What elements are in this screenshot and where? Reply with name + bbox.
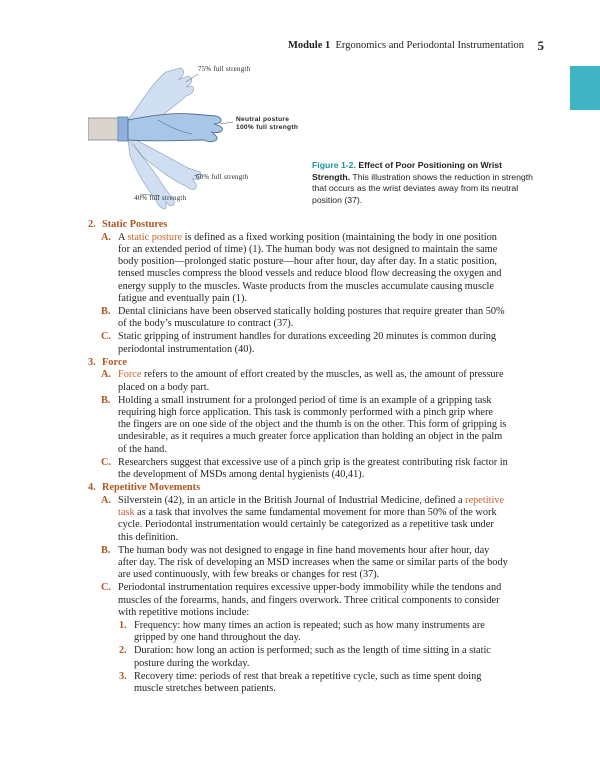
outline-item: A. Force refers to the amount of effort created by the muscles, as well as, the amount of pressure placed on a body part.: [101, 369, 504, 393]
key-term: repetitive task: [118, 494, 505, 519]
label-75-percent: 75% full strength: [198, 66, 251, 73]
module-title: [288, 40, 524, 51]
key-term: static posture: [127, 231, 183, 243]
section-heading: 3. Force: [88, 356, 127, 368]
caption-text: This illustration shows the reduction in strength that occurs as the wrist deviates away from its neutral position (37).: [312, 171, 534, 205]
outline-subitem: 2. Duration: how long an action is performed; such as the length of time sitting in a static posture during the workday.: [119, 645, 491, 669]
outline-subitem: 1. Frequency: how many times an action is repeated; such as how many instruments are gripped by one hand throughout the day.: [119, 620, 485, 644]
caption-label: Figure 1-2.: [312, 160, 356, 170]
outline-item: C. Researchers suggest that excessive use of a pinch grip is the greatest contributing risk factor in the development of MSDs among dental hygienists (40,41).: [101, 456, 508, 481]
chapter-side-tab: [570, 66, 600, 110]
hand-neutral: [128, 113, 222, 141]
module-subject: Ergonomics and Periodontal Instrumentation: [335, 40, 524, 51]
forearm-sleeve: [88, 118, 122, 140]
caption-title: Effect of Poor Positioning on Wrist Strength.: [312, 160, 503, 182]
section-heading: 2. Static Postures: [88, 219, 168, 230]
running-header: [0, 38, 600, 58]
leader-line-neutral: [220, 122, 233, 124]
label-40-percent: 40% full strength: [134, 195, 187, 202]
section-repetitive-movements: [88, 482, 508, 695]
wrist-strength-figure: [88, 60, 348, 210]
page-number: 5: [537, 38, 544, 53]
outline-subitem: 3. Recovery time: periods of rest that break a repetitive cycle, such as time spent doing muscle stretches between patients.: [119, 670, 482, 695]
outline-item: B. Holding a small instrument for a prolonged period of time is an example of a gripping task requiring high force application. This task is commonly performed with a pinch grip where the fingers are on one side of the object and the thumb is on the other. This form of gripping is undesirable, as it requires a much greater force application than holding an object in the palm of the hand.: [101, 394, 507, 455]
section-static-postures: [88, 219, 508, 356]
label-neutral-line1: Neutral posture: [236, 116, 290, 123]
outline-item: A. A static posture is defined as a fixed working position (maintaining the body in one position for an extended period of time) (1). The human body was not designed to maintain the same body position—prolonged static posture—hour after hour, day after day. In a static position, tensed muscles compress the blood vessels and reduce blood flow decreasing the oxygen and energy supply to the muscles. Waste products from the muscles accumulate causing muscle fatigue and eventually pain (1).: [101, 231, 502, 304]
outline-item: C. Static gripping of instrument handles for durations exceeding 20 minutes is common during periodontal instrumentation (40).: [101, 331, 497, 355]
wrist-illustration: [88, 60, 348, 210]
outline-item: C. Periodontal instrumentation requires excessive upper-body immobility while the tendons and muscles of the forearms, hands, and fingers overwork. Three critical components to consider with repetitive motions include:: [101, 582, 502, 618]
outline-item: B. Dental clinicians have been observed statically holding postures that require greater than 50% of the body’s musculature to contract (37).: [101, 305, 505, 330]
key-term: Force: [118, 369, 142, 381]
module-label: Module 1: [287, 40, 331, 51]
outline-body: [88, 219, 508, 696]
section-force: [88, 357, 508, 482]
outline-item: A. Silverstein (42), in an article in the British Journal of Industrial Medicine, defined a repetitive task as a task that involves the same fundamental movement for more than 50% of the work cycle. Periodontal instrumentation would certainly be categorized as a repetitive task under this definition.: [101, 494, 505, 543]
outline-item: B. The human body was not designed to engage in fine hand movements hour after hour, day after day. The risk of developing an MSD increases when the same or similar parts of the body are used continuously, with few breaks or changes for rest (37).: [101, 544, 508, 581]
figure-caption: [312, 160, 537, 206]
label-neutral-line2: 100% full strength: [236, 124, 299, 131]
section-heading: 4. Repetitive Movements: [88, 482, 201, 494]
label-60-percent: 60% full strength: [196, 174, 249, 181]
glove-cuff: [118, 117, 128, 141]
